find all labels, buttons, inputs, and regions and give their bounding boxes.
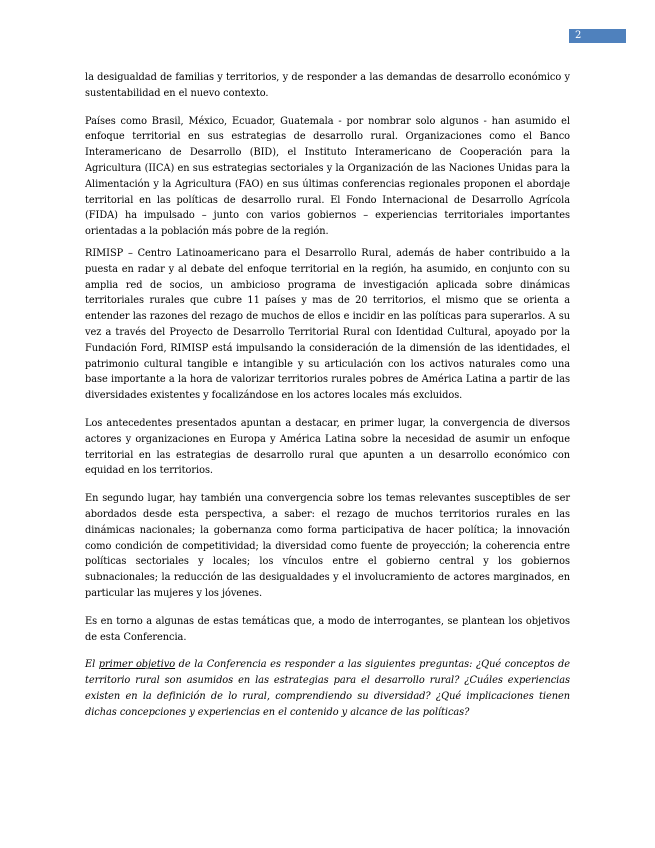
page-number-badge	[569, 29, 626, 43]
paragraph-3: RIMISP – Centro Latinoamericano para el Desarrollo Rural, además de haber contribuido a la puesta en radar y al debate del enfoque territorial en la región, ha asumido, en conjunto con su amplia red de socios, un ambicioso programa de investigación aplicada sobre dinámicas territoriales rurales que cubre 11 países y mas de 20 territorios, el mismo que se orienta a entender las razones del rezago de muchos de ellos e incidir en las políticas para superarlos. A su vez a través del Proyecto de Desarrollo Territorial Rural con Identidad Cultural, apoyado por la Fundación Ford, RIMISP está impulsando la consideración de la dimensión de las identidades, el patrimonio cultural tangible e intangible y su articulación con los activos naturales como una base importante a la hora de valorizar territorios rurales pobres de América Latina a partir de las diversidades existentes y focalizándose en los actores locales más excluidos.	[85, 247, 570, 402]
page-number: 2	[575, 30, 582, 41]
paragraph-2: Países como Brasil, México, Ecuador, Guatemala - por nombrar solo algunos - han asumido el enfoque territorial en sus estrategias de desarrollo rural. Organizaciones como el Banco Interamericano de Desarrollo (BID), el Instituto Interamericano de Cooperación para la Agricultura (IICA) en sus estrategias sectoriales y la Organización de las Naciones Unidas para la Alimentación y la Agricultura (FAO) en sus últimas conferencias regionales proponen el abordaje territorial en las políticas de desarrollo rural. El Fondo Internacional de Desarrollo Agrícola (FIDA) ha impulsado – junto con varios gobiernos – experiencias territoriales importantes orientadas a la población más pobre de la región.	[85, 115, 570, 238]
first-objective-underline: primer objetivo	[98, 659, 176, 671]
paragraph-5: En segundo lugar, hay también una convergencia sobre los temas relevantes susceptibles de ser abordados desde esta perspectiva, a saber: el rezago de muchos territorios rurales en las dinámicas nacionales; la gobernanza como forma participativa de hacer política; la innovación como condición de competitividad; la diversidad como fuente de proyección; la coherencia entre políticas sectoriales y locales; los vínculos entre el gobierno central y los gobiernos subnacionales; la reducción de las desigualdades y el involucramiento de actores marginados, en particular las mujeres y los jóvenes.	[85, 493, 570, 599]
paragraph-7	[85, 657, 570, 720]
paragraph-1: la desigualdad de familias y territorios, y de responder a las demandas de desarrollo económico y sustentabilidad en el nuevo contexto.	[85, 72, 570, 99]
paragraph-7-rest: de la Conferencia es responder a las siguientes preguntas: ¿Qué conceptos de territorio rural son asumidos en las estrategias para el desarrollo rural? ¿Cuáles experiencias existen en la definición de lo rural, comprendiendo su diversidad? ¿Qué implicaciones tienen dichas concepciones y experiencias en el contenido y alcance de las políticas?	[85, 659, 571, 718]
paragraph-6: Es en torno a algunas de estas temáticas que, a modo de interrogantes, se plantean los objetivos de esta Conferencia.	[85, 615, 570, 643]
document-body	[85, 70, 570, 732]
paragraph-7-prefix: El	[85, 659, 99, 671]
paragraph-4: Los antecedentes presentados apuntan a destacar, en primer lugar, la convergencia de diversos actores y organizaciones en Europa y América Latina sobre la necesidad de asumir un enfoque territorial en las estrategias de desarrollo rural que apunten a un desarrollo económico con equidad en los territorios.	[85, 417, 570, 477]
